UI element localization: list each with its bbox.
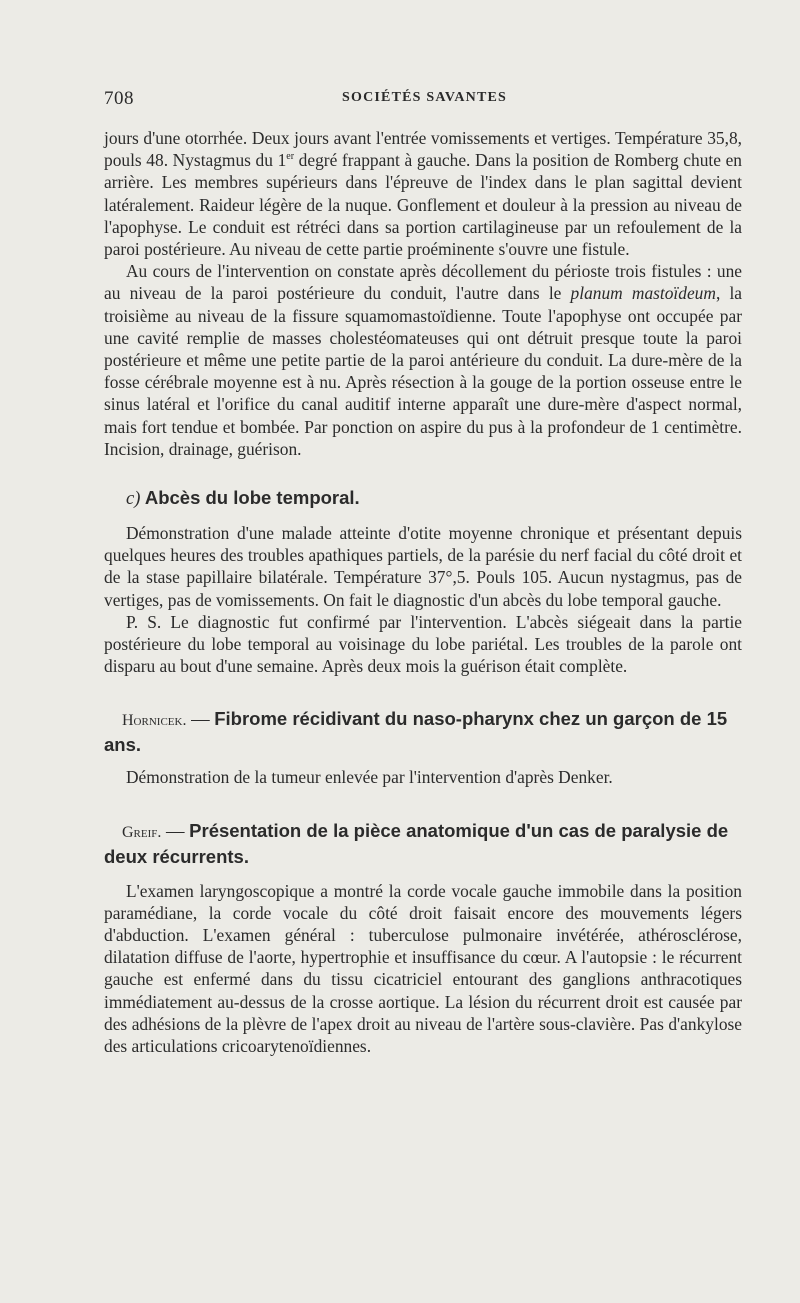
paragraph-intervention: Au cours de l'intervention on constate après décollement du périoste trois fistules : une au niveau de la paroi postérieure du conduit, l'autre dans le planum mastoïdeum, la troisième au niveau de la fissure squamomastoïdienne. Toute l'apophyse ont occupée par une cavité remplie de masses cholestéomateuses qui ont détruit presque toute la paroi postérieure et même une petite partie de la paroi antérieure du conduit. La dure-mère de la fosse cérébrale moyenne est à nu. Après résection à la gouge de la portion osseuse entre le sinus latéral et l'orifice du canal auditif interne apparaît une dure-mère d'aspect normal, mais fort tendue et bombée. Par ponction on aspire du pus à la profondeur de 1 centimètre. Incision, drainage, guérison. (104, 261, 742, 459)
section-heading-abces: c) Abcès du lobe temporal. (126, 487, 360, 510)
entry-heading-hornicek: Hornicek. — Fibrome récidivant du naso-pharynx chez un garçon de 15 ans. (104, 708, 728, 756)
paragraph-demonstration: Démonstration d'une malade atteinte d'otite moyenne chronique et présentant depuis quelques heures des troubles apathiques partiels, de la parésie du nerf facial du côté droit et de la stase papillaire bilatérale. Température 37°,5. Pouls 105. Aucun nystagmus, pas de vertiges, pas de vomissements. On fait le diagnostic d'un abcès du lobe temporal gauche. (104, 523, 742, 610)
page-header (104, 88, 740, 114)
paragraph-case-history: jours d'une otorrhée. Deux jours avant l'entrée vomissements et vertiges. Température 35,8, pouls 48. Nystagmus du 1er degré frappant à gauche. Dans la position de Romberg chute en arrière. Les membres supérieurs dans l'épreuve de l'index dans le plan sagittal devient latéralement. Raideur légère de la nuque. Gonflement et douleur à la pression au niveau de l'apophyse. Le conduit est rétréci dans sa portion cartilagineuse par un refoulement de la paroi postérieure. Au niveau de cette partie proéminente s'ouvre une fistule. (104, 128, 742, 260)
body-text (104, 127, 742, 1057)
paragraph-laryngoscopy: L'examen laryngoscopique a montré la corde vocale gauche immobile dans la position paramédiane, la corde vocale du côté droit faisait encore des mouvements légers d'abduction. L'examen général : tuberculose pulmonaire invétérée, athérosclérose, dilatation diffuse de l'aorte, hypertrophie et insuffisance du cœur. A l'autopsie : le récurrent gauche est enfermé dans du tissu cicatriciel entourant des ganglions anthracotiques immédiatement au-dessus de la crosse aortique. La lésion du récurrent droit est causée par des adhésions de la plèvre de l'apex droit au niveau de l'artère sous-clavière. Pas d'ankylose des articulations cricoarytenoïdiennes. (104, 880, 742, 1057)
entry-heading-greif: Greif. — Présentation de la pièce anatomique d'un cas de paralysie de deux récurrents. (104, 819, 729, 867)
running-title: SOCIÉTÉS SAVANTES (342, 90, 508, 105)
page-number: 708 (104, 88, 134, 109)
paragraph-ps: P. S. Le diagnostic fut confirmé par l'intervention. L'abcès siégeait dans la partie postérieure du lobe temporal au voisinage du lobe pariétal. Les troubles de la parole ont disparu au bout d'une semaine. Après deux mois la guérison était complète. (104, 611, 742, 677)
paragraph-denker: Démonstration de la tumeur enlevée par l'intervention d'après Denker. (126, 767, 613, 788)
